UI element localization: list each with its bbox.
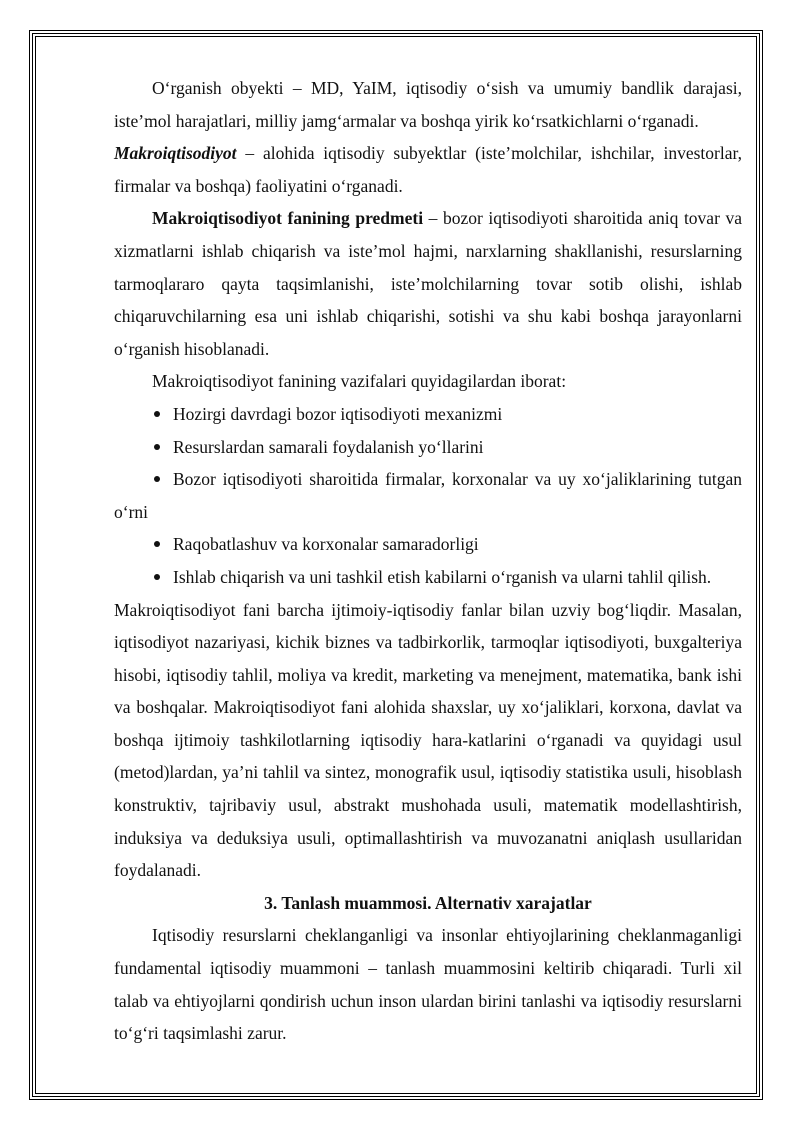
section-heading: 3. Tanlash muammosi. Alternativ xarajatlar: [264, 892, 592, 913]
term-subject: Makroiqtisodiyot fanining predmeti: [152, 208, 424, 229]
paragraph-choice-problem: Iqtisodiy resurslarni cheklanganligi va insonlar ehtiyojlarining cheklanmaganligi fundamental iqtisodiy muammoni – tanlash muammosini keltirib chiqaradi. Turli xil talab va ehtiyojlarni qondirish uchun inson ulardan birini tanlashi va iqtisodiy resurslarni to‘g‘ri taqsimlashi zarur.: [114, 925, 742, 1044]
subject-text: – bozor iqtisodiyoti sharoitida aniq tovar va xizmatlarni ishlab chiqarish va iste’mol hajmi, narxlarning shakllanishi, resurslarning tarmoqlararo qayta taqsimlanishi, iste’molchilarning tovar sotib olishi, ishlab chiqaruvchilarning esa uni ishlab chiqarishi, sotishi va shu kabi boshqa jarayonlarni o‘rganish hisoblanadi.: [114, 208, 742, 359]
list-item: Raqobatlashuv va korxonalar samaradorligi: [114, 528, 742, 561]
paragraph-definition: [114, 137, 742, 202]
list-item: Hozirgi davrdagi bozor iqtisodiyoti mexanizmi: [114, 398, 742, 431]
paragraph-subject: [114, 202, 742, 365]
definition-text: – alohida iqtisodiy subyektlar (iste’molchilar, ishchilar, investorlar, firmalar va boshqa) faoliyatini o‘rganadi.: [114, 143, 742, 196]
list-item: Bozor iqtisodiyoti sharoitida firmalar, korxonalar va uy xo‘jaliklarining tutgan o‘rni: [114, 463, 742, 528]
list-item: Resurslardan samarali foydalanish yo‘llarini: [114, 431, 742, 464]
paragraph-tasks-intro: Makroiqtisodiyot fanining vazifalari quyidagilardan iborat:: [152, 371, 567, 392]
paragraph-relations: Makroiqtisodiyot fani barcha ijtimoiy-iqtisodiy fanlar bilan uzviy bog‘liqdir. Masalan, iqtisodiyot nazariyasi, kichik biznes va tadbirkorlik, tarmoqlar iqtisodiyoti, buxgalteriya hisobi, iqtisodiy tahlil, moliya va kredit, marketing va menejment, matematika, bank ishi va boshqalar. Makroiqtisodiyot fani alohida shaxslar, uy xo‘jaliklari, korxona, davlat va boshqa ijtimoiy tashkilotlarning iqtisodiy hara-katlarini o‘rganadi va quyidagi usul (metod)lardan, ya’ni tahlil va sintez, monografik usul, iqtisodiy statistika usuli, hisoblash konstruktiv, tajribaviy usul, abstrakt mushohada usuli, matematik modellashtirish, induksiya va deduksiya usuli, optimallashtirish va muvozanatni aniqlash usullaridan foydalanadi.: [114, 599, 742, 881]
list-item: Ishlab chiqarish va uni tashkil etish kabilarni o‘rganish va ularni tahlil qilish.: [114, 561, 742, 594]
term-macroeconomics: Makroiqtisodiyot: [114, 143, 237, 164]
paragraph-study-object: O‘rganish obyekti – MD, YaIM, iqtisodiy o‘sish va umumiy bandlik darajasi, iste’mol harajatlari, milliy jamg‘armalar va boshqa yirik ko‘rsatkichlarni o‘rganadi.: [114, 78, 742, 131]
document-body: [114, 72, 742, 1050]
